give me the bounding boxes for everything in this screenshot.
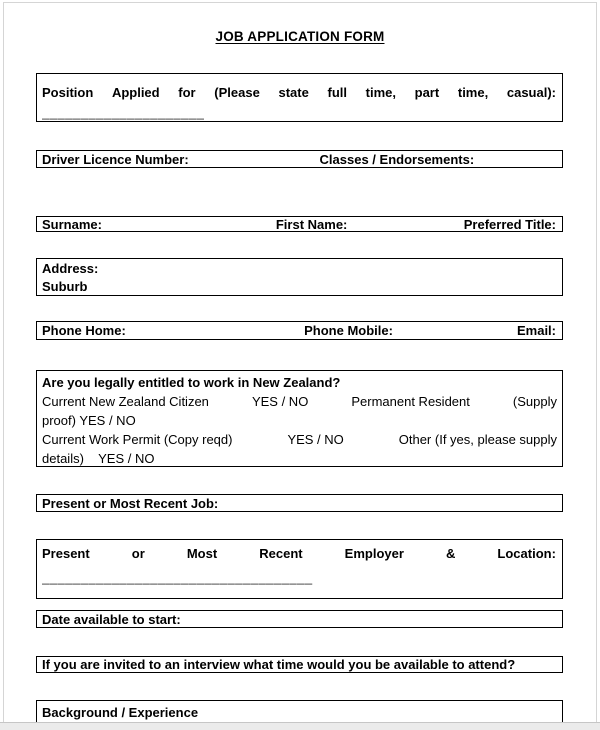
position-fill-line[interactable]: _____________________: [42, 106, 205, 120]
label-token: &: [445, 546, 456, 561]
address-field[interactable]: [36, 258, 563, 296]
interview-row: [37, 657, 562, 672]
name-field[interactable]: [36, 216, 563, 232]
label-token: time,: [457, 85, 489, 100]
work-eligibility-field[interactable]: [36, 370, 563, 467]
label-token: state: [278, 85, 309, 100]
citizen-row: [42, 392, 557, 411]
label-token: Current New Zealand Citizen: [42, 394, 209, 409]
label-token: Employer: [344, 546, 404, 561]
driver-licence-row: [37, 151, 562, 167]
driver-licence-number-label: Driver Licence Number:: [42, 151, 189, 167]
position-applied-label: [42, 84, 556, 101]
label-token: (Supply: [512, 394, 557, 409]
email-label: Email:: [516, 323, 556, 338]
address-label: Address:: [42, 261, 99, 276]
surname-label: Surname:: [42, 216, 102, 232]
employer-fill-line[interactable]: ___________________________________: [42, 571, 313, 585]
label-token: casual):: [506, 85, 556, 100]
eligibility-heading: Are you legally entitled to work in New Zealand?: [42, 375, 341, 390]
driver-licence-field[interactable]: [36, 150, 563, 168]
label-token: time,: [365, 85, 396, 100]
label-token: for: [178, 85, 196, 100]
background-experience-field[interactable]: [36, 700, 563, 723]
label-token: YES / NO: [287, 432, 344, 447]
start-date-label: Date available to start:: [42, 611, 181, 627]
label-token: part: [414, 85, 440, 100]
phone-home-label: Phone Home:: [42, 323, 126, 338]
background-label: Background / Experience: [42, 704, 199, 720]
label-token: Present: [42, 546, 90, 561]
label-token: Other (If yes, please supply: [398, 432, 557, 447]
phone-mobile-label: Phone Mobile:: [304, 323, 393, 338]
interview-label: If you are invited to an interview what time would you be available to attend?: [42, 657, 516, 672]
citizen-row-wrap: proof) YES / NO: [42, 413, 136, 428]
start-date-field[interactable]: [36, 610, 563, 628]
first-name-label: First Name:: [275, 216, 348, 232]
start-date-row: [37, 611, 562, 627]
label-token: Applied: [111, 85, 160, 100]
position-applied-field[interactable]: [36, 73, 563, 122]
interview-availability-field[interactable]: [36, 656, 563, 673]
employer-location-field[interactable]: [36, 539, 563, 599]
recent-job-label: Present or Most Recent Job:: [42, 495, 219, 511]
contact-row: [37, 322, 562, 339]
label-token: Current Work Permit (Copy reqd): [42, 432, 233, 447]
employer-location-label: [42, 545, 556, 562]
recent-job-field[interactable]: [36, 494, 563, 512]
label-token: Location:: [497, 546, 556, 561]
work-permit-row-wrap: details) YES / NO: [42, 451, 155, 466]
label-token: Recent: [259, 546, 303, 561]
suburb-label: Suburb: [42, 278, 88, 294]
label-token: Permanent Resident: [351, 394, 470, 409]
preferred-title-label: Preferred Title:: [463, 216, 556, 232]
label-token: Most: [186, 546, 218, 561]
label-token: full: [327, 85, 347, 100]
recent-job-row: [37, 495, 562, 511]
contact-field[interactable]: [36, 321, 563, 340]
label-token: Position: [42, 85, 94, 100]
work-permit-row: [42, 430, 557, 449]
label-token: YES / NO: [251, 394, 309, 409]
label-token: or: [131, 546, 145, 561]
classes-endorsements-label: Classes / Endorsements:: [319, 151, 475, 167]
page-bottom-edge: [0, 722, 600, 730]
background-row: [37, 701, 562, 723]
name-row: [37, 217, 562, 231]
form-title: JOB APPLICATION FORM: [215, 29, 385, 44]
label-token: (Please: [214, 85, 260, 100]
